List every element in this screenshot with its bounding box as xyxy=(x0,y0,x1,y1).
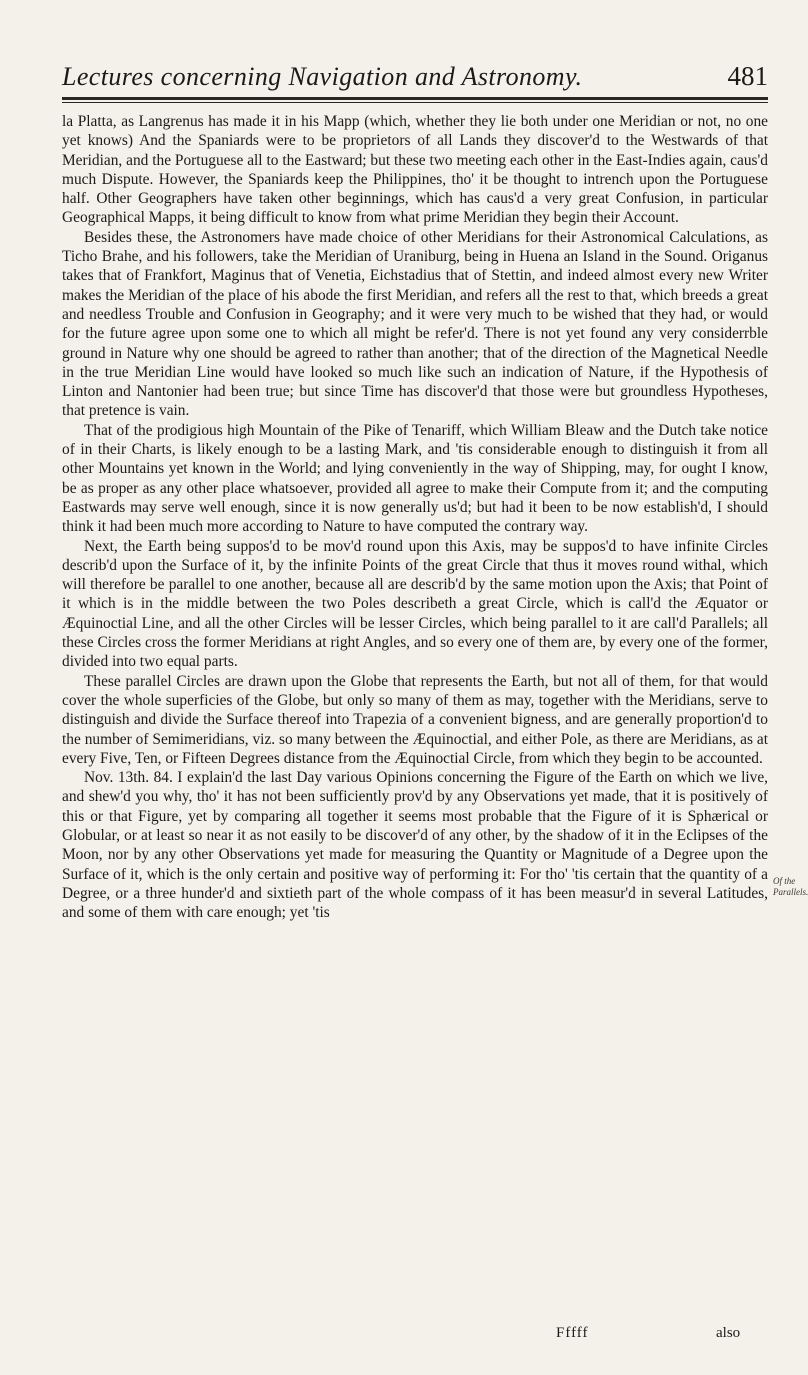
paragraph: These parallel Circles are drawn upon the Globe that represents the Earth, but not all of them, for that would cover the whole superficies of the Globe, but only so many of them as may, together with the Meridians, serve to distinguish and divide the Surface thereof into Trapezia of a convenient bigness, and are generally proportion'd to the number of Semimeridians, viz. so many between the Æquinoctial, and either Pole, as there are Meridians, as at every Five, Ten, or Fifteen Degrees distance from the Æquinoctial Circle, from which they begin to be accounted. xyxy=(62,672,768,767)
catchword: also xyxy=(716,1325,741,1341)
paragraph: Besides these, the Astronomers have made choice of other Meridians for their Astronomical Calculations, as Ticho Brahe, and his followers, take the Meridian of Uraniburg, being in Huena an Island in the Sound. Origanus takes that of Frankfort, Maginus that of Venetia, Eichstadius that of Stettin, and indeed almost every new Writer makes the Meridian of the place of his abode the first Meridian, and refers all the rest to that, which breeds a great and needless Trouble and Confusion in Geography; and it were very much to be wished that they had, or would for the future agree upon some one to which all might be refer'd. There is not yet found any very considerrble ground in Nature why one should be agreed to rather than another; that of the direction of the Magnetical Needle in the true Meridian Line would have looked so much like such an indication of Nature, if the Hypothesis of Linton and Nantonier had been true; but since Time has discover'd that those were but groundless Hypotheses, that pretence is vain. xyxy=(62,228,768,420)
page-number: 481 xyxy=(727,61,768,91)
signature-mark: Fffff xyxy=(556,1325,589,1341)
margin-note: Of the Parallels. xyxy=(773,876,808,897)
running-title: Lectures concerning Navigation and Astronomy. xyxy=(62,62,583,91)
header-rule-thin xyxy=(62,102,768,103)
paragraph: la Platta, as Langrenus has made it in his Mapp (which, whether they lie both under one Meridian or not, no one yet knows) And the Spaniards were to be proprietors of all Lands they discover'd to the Westwards of that Meridian, and the Portuguese all to the Eastward; but these two meeting each other in the East-Indies again, caus'd much Dispute. However, the Spaniards keep the Philippines, tho' it be thought to intrench upon the Portuguese half. Other Geographers have taken other beginnings, which has caus'd a very great Confusion, in particular Geographical Mapps, it being difficult to know from what prime Meridian they begin their Account. xyxy=(62,113,768,227)
paragraph: Nov. 13th. 84. I explain'd the last Day various Opinions concerning the Figure of the Earth on which we live, and shew'd you why, tho' it has not been sufficiently prov'd by any Observations yet made, that it is positively of this or that Figure, yet by comparing all together it seems most probable that the Figure of it is Sphærical or Globular, or at least so near it as not easily to be discover'd of any other, by the shadow of it in the Eclipses of the Moon, nor by any other Observations yet made for measuring the Quantity or Magnitude of a Degree upon the Surface of it, which is the only certain and positive way of performing it: For tho' 'tis certain that the quantity of a Degree, or a three hunder'd and sixtieth part of the whole compass of it has been measur'd in several Latitudes, and some of them with care enough; yet 'tis xyxy=(62,769,768,922)
body-text xyxy=(62,112,768,922)
paragraph: That of the prodigious high Mountain of the Pike of Tenariff, which William Bleaw and the Dutch take notice of in their Charts, is likely enough to be a lasting Mark, and 'tis considerable enough to distinguish it from all other Mountains yet known in the World; and lying conveniently in the way of Shipping, may, for ought I know, be as proper as any other place whatsoever, provided all agree to make their Compute from it; and the computing Eastwards may serve well enough, since it is now generally us'd; but had it been to be now establish'd, I should think it had been much more according to Nature to have computed the contrary way. xyxy=(62,421,768,536)
header-rule xyxy=(62,97,768,100)
page-header xyxy=(62,62,768,102)
paragraph: Next, the Earth being suppos'd to be mov'd round upon this Axis, may be suppos'd to have infinite Circles describ'd upon the Surface of it, by the infinite Points of the great Circle that thus it moves round withal, which will therefore be parallel to one another, because all are describ'd by the same motion upon the Axis; that Point of it which is in the middle between the two Poles describeth a great Circle, which is call'd the Æquator or Æquinoctial Line, and all the other Circles will be lesser Circles, which being parallel to it are call'd Parallels; all these Circles cross the former Meridians at right Angles, and so every one of them are, by every one of the former, divided into two equal parts. xyxy=(62,537,768,671)
